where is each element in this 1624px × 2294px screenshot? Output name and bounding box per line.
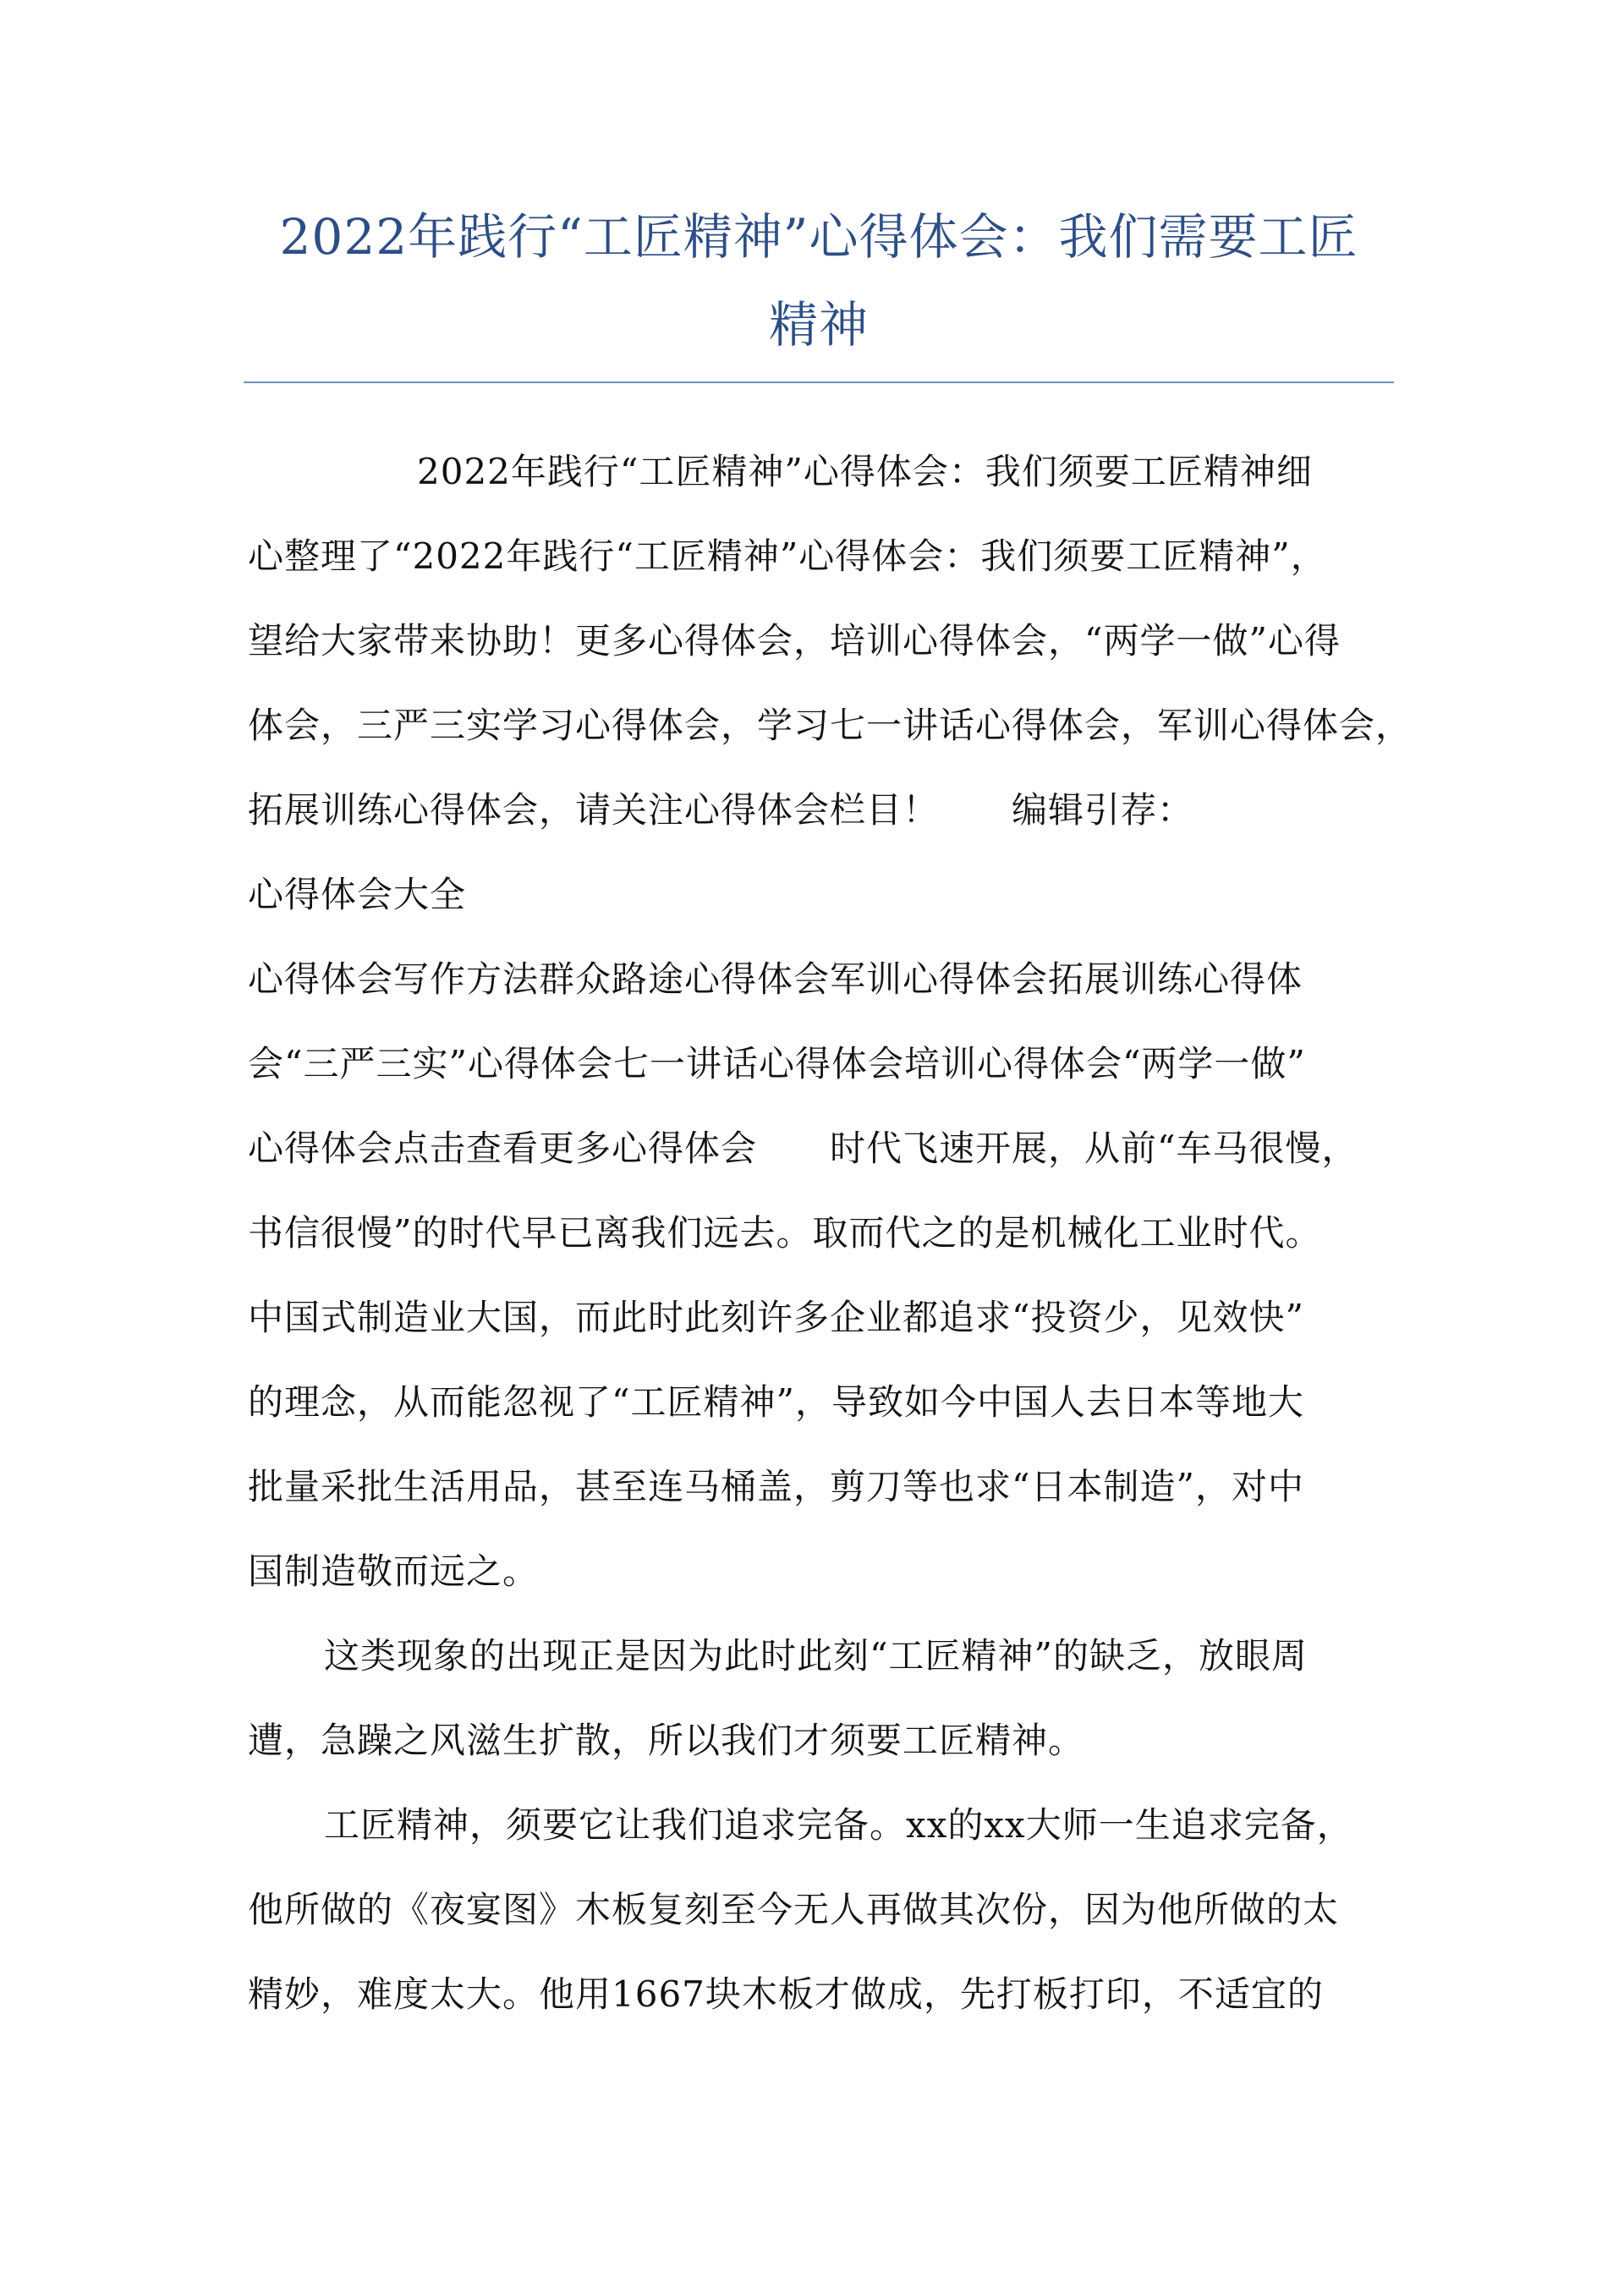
paragraph-line: 心得体会大全 bbox=[248, 874, 467, 915]
paragraph-line: 他所做的《夜宴图》木板复刻至今无人再做其次份，因为他所做的太 bbox=[248, 1889, 1340, 1930]
title-line-1: 2022年践行“工匠精神”心得体会：我们需要工匠 bbox=[279, 208, 1358, 266]
paragraph-line: 2022年践行“工匠精神”心得体会：我们须要工匠精神细 bbox=[417, 451, 1313, 492]
document-body bbox=[248, 430, 1432, 2037]
paragraph-line: 书信很慢”的时代早已离我们远去。取而代之的是机械化工业时代。 bbox=[248, 1212, 1322, 1254]
title-line-2: 精神 bbox=[768, 296, 869, 354]
paragraph-line: 国制造敬而远之。 bbox=[248, 1550, 540, 1592]
paragraph-line: 会“三严三实”心得体会七一讲话心得体会培训心得体会“两学一做” bbox=[248, 1043, 1306, 1084]
paragraph-line: 批量采批生活用品，甚至连马桶盖，剪刀等也求“日本制造”，对中 bbox=[248, 1466, 1304, 1507]
paragraph-line: 心得体会点击查看更多心得体会 时代飞速开展，从前“车马很慢， bbox=[248, 1128, 1358, 1169]
paragraph-line: 望给大家带来协助！更多心得体会，培训心得体会，“两学一做”心得 bbox=[248, 620, 1341, 661]
paragraph-line: 精妙，难度太大。他用1667块木板才做成，先打板打印，不适宜的 bbox=[248, 1973, 1324, 2015]
paragraph-line: 工匠精神，须要它让我们追求完备。xx的xx大师一生追求完备， bbox=[324, 1804, 1353, 1846]
title-underline bbox=[244, 381, 1394, 383]
paragraph-line: 这类现象的出现正是因为此时此刻“工匠精神”的缺乏，放眼周 bbox=[324, 1635, 1308, 1677]
document-title bbox=[244, 193, 1394, 369]
paragraph-line: 的理念，从而能忽视了“工匠精神”，导致如今中国人去日本等地大 bbox=[248, 1381, 1304, 1423]
paragraph-line: 心得体会写作方法群众路途心得体会军训心得体会拓展训练心得体 bbox=[248, 958, 1303, 1000]
paragraph-line: 体会，三严三实学习心得体会，学习七一讲话心得体会，军训心得体会， bbox=[248, 705, 1413, 746]
paragraph-line: 拓展训练心得体会，请关注心得体会栏目！ 编辑引荐： bbox=[248, 789, 1194, 831]
paragraph-line: 心整理了“2022年践行“工匠精神”心得体会：我们须要工匠精神”， bbox=[248, 535, 1327, 577]
paragraph-line: 中国式制造业大国，而此时此刻许多企业都追求“投资少，见效快” bbox=[248, 1297, 1304, 1338]
paragraph-line: 遭，急躁之风滋生扩散，所以我们才须要工匠精神。 bbox=[248, 1720, 1085, 1761]
